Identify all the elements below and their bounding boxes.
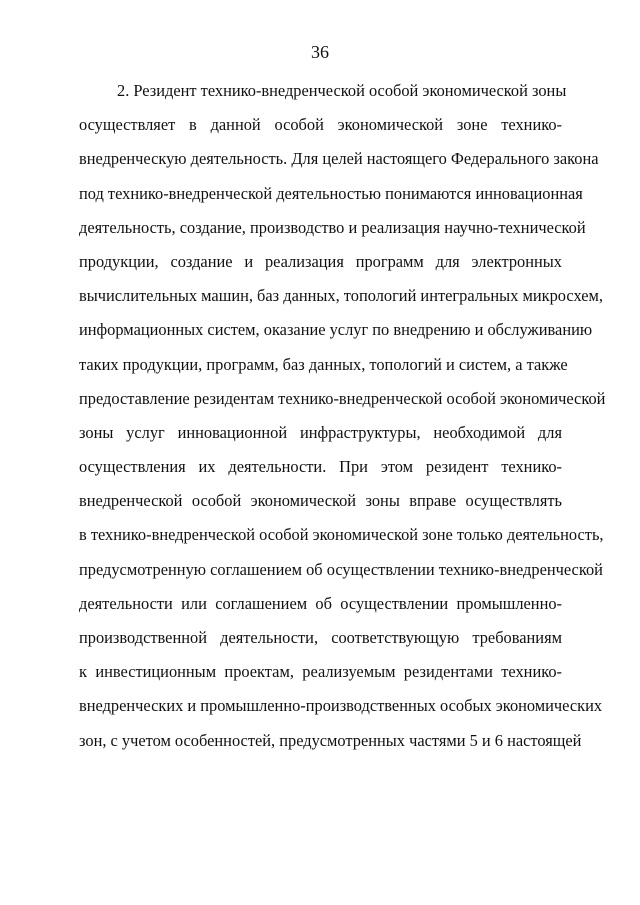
text-line: зоны услуг инновационной инфраструктуры, необходимой для	[79, 422, 562, 442]
text-line: к инвестиционным проектам, реализуемым резидентами технико-	[79, 662, 562, 682]
text-line: продукции, создание и реализация программ для электронных	[79, 251, 562, 271]
body-paragraph	[79, 79, 606, 763]
text-line: деятельности или соглашением об осуществлении промышленно-	[79, 593, 562, 613]
text-line: предоставление резидентам технико-внедренческой особой экономической	[79, 388, 606, 408]
text-line: зон, с учетом особенностей, предусмотренных частями 5 и 6 настоящей	[79, 730, 582, 750]
text-line: предусмотренную соглашением об осуществлении технико-внедренческой	[79, 559, 603, 579]
text-line: информационных систем, оказание услуг по внедрению и обслуживанию	[79, 320, 593, 340]
text-line: производственной деятельности, соответствующую требованиям	[79, 628, 562, 647]
text-line: 2. Резидент технико-внедренческой особой экономической зоны	[117, 81, 567, 100]
text-line: таких продукции, программ, баз данных, топологий и систем, а также	[79, 354, 568, 374]
text-line: вычислительных машин, баз данных, топологий интегральных микросхем,	[79, 286, 603, 306]
text-line: осуществляет в данной особой экономической зоне технико-	[79, 115, 562, 135]
text-line: под технико-внедренческой деятельностью понимаются инновационная	[79, 183, 583, 203]
text-line: в технико-внедренческой особой экономической зоне только деятельность,	[79, 525, 604, 545]
text-line: внедренческих и промышленно-производственных особых экономических	[79, 696, 603, 716]
text-line: внедренческой особой экономической зоны вправе осуществлять	[79, 491, 562, 511]
text-line: деятельность, создание, производство и реализация научно-технической	[79, 217, 586, 237]
text-line: внедренческую деятельность. Для целей настоящего Федерального закона	[79, 149, 599, 169]
page-number: 36	[311, 42, 329, 62]
text-line: осуществления их деятельности. При этом резидент технико-	[79, 457, 562, 477]
